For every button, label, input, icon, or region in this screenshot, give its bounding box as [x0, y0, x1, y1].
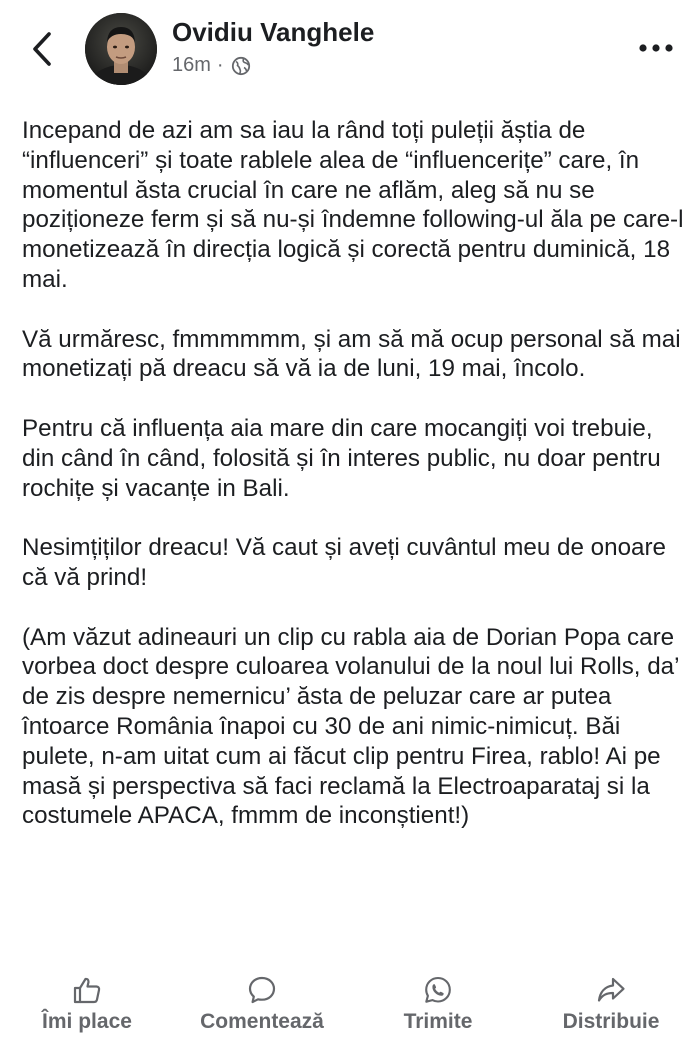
like-label: Îmi place [42, 1010, 132, 1033]
avatar[interactable] [85, 13, 157, 85]
avatar-photo [85, 13, 157, 85]
like-button[interactable] [36, 968, 138, 1034]
post-paragraph: Nesimțiților dreacu! Vă caut și aveți cuvântul meu de onoare că vă prind! [22, 534, 666, 591]
whatsapp-icon [421, 973, 455, 1007]
share-button[interactable] [556, 968, 666, 1034]
comment-icon [245, 973, 279, 1007]
post-header [0, 0, 700, 100]
post-paragraph: Vă urmăresc, fmmmmmm, și am să mă ocup personal să mai monetizați pă dreacu să vă ia de luni, 19 mai, încolo. [22, 325, 681, 383]
post-paragraph: Pentru că influența aia mare din care mocangiți voi trebuie, din când în când, folosită și în interes public, nu doar pentru rochițe și vacanțe in Bali. [22, 414, 661, 502]
globe-icon [231, 56, 251, 76]
post-actions-bar [0, 968, 700, 1057]
share-icon [594, 973, 628, 1007]
send-label: Trimite [403, 1010, 473, 1033]
post-time[interactable]: 16m [172, 54, 211, 76]
back-button[interactable] [24, 26, 60, 72]
more-options-button[interactable] [632, 30, 680, 66]
comment-button[interactable] [192, 968, 332, 1034]
send-whatsapp-button[interactable] [398, 968, 478, 1034]
post-paragraph: (Am văzut adineauri un clip cu rabla aia de Dorian Popa care vorbea doct despre culoarea volanului de la noul lui Rolls, da’ de zis despre nemernicu’ ăsta de peluzar care ar putea întoarce România înapoi cu 30 de ani nimic-nimicuț. Băi pulete, n-am uitat cum ai făcut clip pentru Firea, rablo! Ai pe masă și perspectiva să faci reclamă la Electroaparataj si la costumele APACA, fmmm de inconștient!) [22, 623, 679, 830]
post-paragraph: Incepand de azi am sa iau la rând toți puleții ăștia de “influenceri” și toate rablele alea de “influencerițe” care, în momentul ăsta crucial în care ne aflăm, aleg să nu se poziționeze ferm și să nu-și îndemne following-ul ăla pe care-l monetizează în direcția logică și corectă pentru duminică, 18 mai. [22, 117, 684, 293]
post-text [22, 116, 686, 861]
meta-separator: · [216, 54, 224, 76]
thumbs-up-icon [70, 973, 104, 1007]
more-horizontal-icon [638, 43, 674, 53]
comment-label: Comentează [200, 1010, 324, 1033]
post-meta [172, 54, 251, 77]
chevron-left-icon [31, 31, 53, 67]
share-label: Distribuie [562, 1010, 660, 1033]
author-name[interactable]: Ovidiu Vanghele [172, 17, 375, 47]
